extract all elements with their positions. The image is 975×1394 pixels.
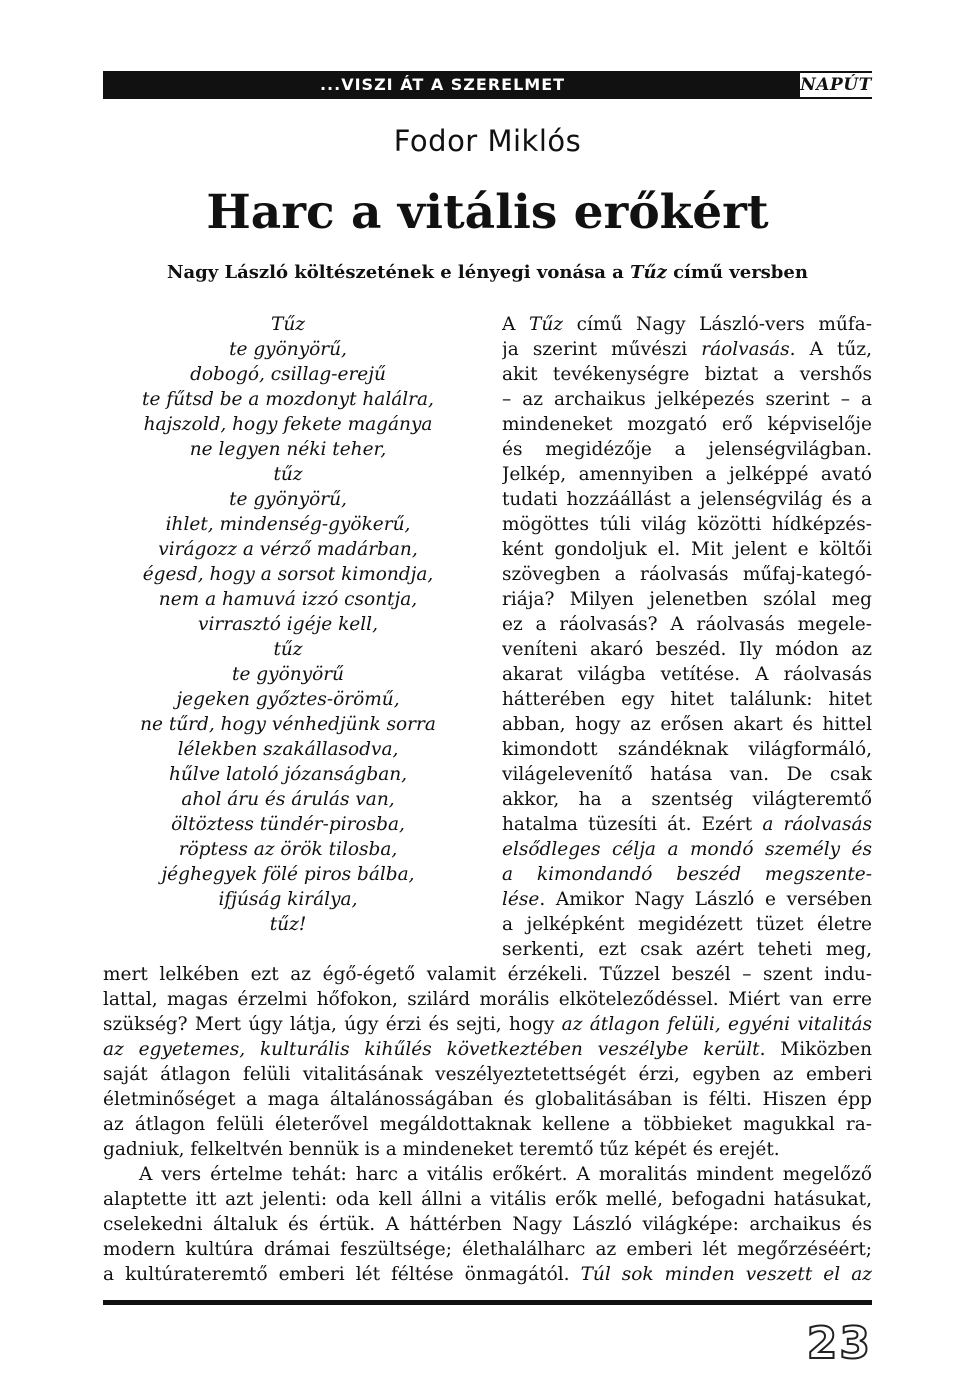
text-line: akkor, ha a szentség világteremtő (502, 789, 872, 810)
text-line: ként gondoljuk el. Mit jelent e költői (502, 539, 872, 560)
poem-line: ne tűrd, hogy vénhedjünk sorra (140, 714, 436, 735)
text-line: hátterében egy hitet találunk: hitet (502, 689, 872, 710)
text-line: veníteni akaró beszéd. Ily módon az (502, 639, 872, 660)
article-author: Fodor Miklós (393, 124, 582, 158)
poem-line: jegeken győztes-örömű, (176, 689, 400, 710)
text-line: tudati hozzáállást a jelenségvilág és a (502, 489, 872, 510)
text-line: akit tevékenységre biztat a vershős (502, 364, 872, 385)
text-line: a kultúrateremtő emberi lét féltése önmagától. Túl sok minden veszett el az (103, 1264, 872, 1285)
poem-line: tűz (273, 464, 303, 485)
poem-line: hűlve latoló józanságban, (168, 764, 408, 785)
text-line: mindeneket mozgató erő képviselője (502, 414, 872, 435)
text-line: világelevenítő hatása van. De csak (502, 764, 872, 785)
poem-line: égesd, hogy a sorsot kimondja, (142, 564, 434, 585)
text-line: modern kultúra drámai feszültsége; élethalálharc az emberi lét megőrzéséért; (103, 1239, 872, 1260)
poem-line: Tűz (270, 314, 305, 335)
poem-line: ne legyen néki teher, (189, 439, 387, 460)
text-line: mert lelkében ezt az égő-égető valamit érzékeli. Tűzzel beszél – szent indu- (103, 964, 872, 985)
full-width-text (103, 962, 872, 1287)
text-line: lése. Amikor Nagy László e versében (502, 889, 872, 910)
poem-line: te gyönyörű, (229, 339, 347, 360)
text-line: – az archaikus jelképezés szerint – a (502, 389, 872, 410)
poem-line: röptess az örök tilosba, (178, 839, 398, 860)
text-line: A Tűz című Nagy László-vers műfa- (502, 314, 872, 335)
poem-line: hajszold, hogy fekete magánya (143, 414, 433, 435)
text-line: hatalma tüzesíti át. Ezért a ráolvasás (502, 814, 872, 835)
text-line: elsődleges célja a mondó személy és (502, 839, 872, 860)
text-line: A vers értelme tehát: harc a vitális erőkért. A moralitás mindent megelőző (139, 1164, 872, 1185)
text-line: szükség? Mert úgy látja, úgy érzi és sejti, hogy az átlagon felüli, egyéni vitalitás (103, 1014, 872, 1035)
text-line: szövegben a ráolvasás műfaj-kategó- (502, 564, 872, 585)
poem-line: te gyönyörű, (229, 489, 347, 510)
poem-line: tűz! (269, 914, 307, 935)
right-column-text (502, 312, 872, 962)
poem-line: öltöztess tündér-pirosba, (171, 814, 405, 835)
running-header (103, 71, 872, 99)
text-line: a jelképként megidézett tüzet életre (502, 914, 872, 935)
text-line: életminőséget a maga általánosságában és globalitásában is félti. Hiszen épp (103, 1089, 872, 1110)
poem-line: tűz (273, 639, 303, 660)
article-title: Harc a vitális erőkért (206, 185, 769, 240)
poem-line: nem a hamuvá izzó csontja, (158, 589, 418, 610)
text-line: saját átlagon felüli vitalitásának veszélyeztetettségét érzi, egyben az emberi (103, 1064, 872, 1085)
text-line: akarat világba vetítése. A ráolvasás (502, 664, 872, 685)
poem-line: lélekben szakállasodva, (177, 739, 399, 760)
text-line: kimondott szándéknak világformáló, (502, 739, 872, 760)
text-line: ja szerint művészi ráolvasás. A tűz, (502, 339, 872, 360)
poem-line: dobogó, csillag-erejű (190, 364, 386, 385)
poem-line: virágozz a vérző madárban, (158, 539, 418, 560)
text-line: és megidézője a jelenségvilágban. (502, 439, 872, 460)
text-line: Jelkép, amennyiben a jelképpé avató (502, 464, 872, 485)
text-line: serkenti, ezt csak azért teheti meg, (502, 939, 872, 960)
poem-line: ifjúság királya, (218, 889, 358, 910)
page-number: 23 (806, 1318, 872, 1369)
text-line: riája? Milyen jelenetben szólal meg (502, 589, 872, 610)
poem-line: te gyönyörű (232, 664, 344, 685)
poem-line: virrasztó igéje kell, (198, 614, 378, 635)
text-line: az átlagon felüli életerővel megáldottaknak kellene a többieket magukkal ra- (103, 1114, 872, 1135)
text-line: a kimondandó beszéd megszente- (502, 864, 872, 885)
poem-line: te fűtsd be a mozdonyt halálra, (142, 389, 434, 410)
text-line: abban, hogy az erősen akart és hittel (502, 714, 872, 735)
text-line: ez a ráolvasás? A ráolvasás megele- (502, 614, 872, 635)
section-title: ...VISZI ÁT A SZERELMET (319, 75, 566, 94)
footer-rule (103, 1300, 872, 1305)
poem-block (103, 312, 473, 937)
text-line: gadniuk, felkeltvén bennük is a mindeneket teremtő tűz képét és erejét. (103, 1139, 780, 1160)
journal-logo: NAPÚT (800, 75, 872, 95)
text-line: lattal, magas érzelmi hőfokon, szilárd morális elköteleződéssel. Miért van erre (103, 989, 872, 1010)
poem-line: ihlet, mindenség-gyökerű, (165, 514, 411, 535)
text-line: mögöttes túli világ közötti hídképzés- (502, 514, 872, 535)
text-line: alaptette itt azt jelenti: oda kell állni a vitális erők mellé, befogadni hatásukat, (103, 1189, 872, 1210)
article-subtitle: Nagy László költészetének e lényegi vonása a Tűz című versben (167, 262, 808, 283)
poem-line: ahol áru és árulás van, (181, 789, 395, 810)
poem-line: jéghegyek fölé piros bálba, (161, 864, 415, 885)
text-line: cselekedni általuk és értük. A háttérben Nagy László világképe: archaikus és (103, 1214, 872, 1235)
text-line: az egyetemes, kulturális kihűlés következtében veszélybe került. Miközben (103, 1039, 872, 1060)
